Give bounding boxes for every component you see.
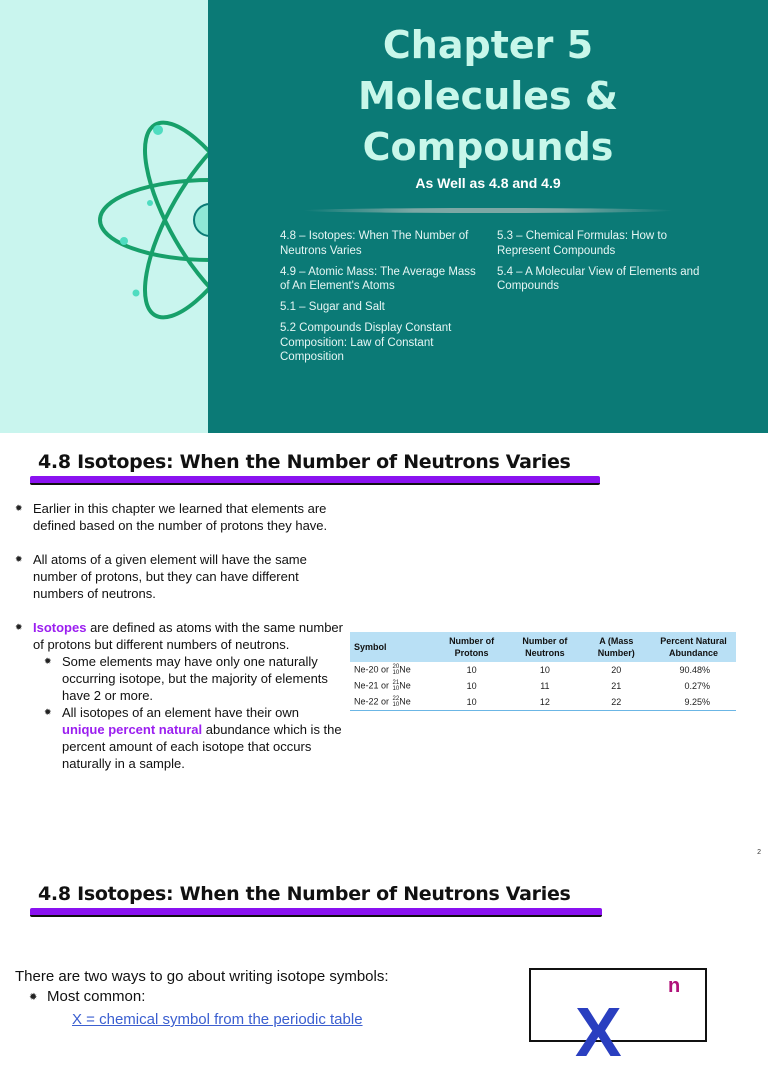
sub-bullet-text: All isotopes of an element have their own <box>62 705 300 720</box>
table-row <box>350 678 736 694</box>
title-slide <box>0 0 768 433</box>
page-number: 2 <box>757 849 761 856</box>
bullet-text: All atoms of a given element will have the same number of protons, but they can have different numbers of neutrons. <box>33 552 307 601</box>
sub-bullet-item <box>15 987 389 1007</box>
toc-item: 4.9 – Atomic Mass: The Average Mass of An Element's Atoms <box>280 265 476 292</box>
element-symbol: Ne <box>399 664 411 675</box>
sub-bullet-text: Some elements may have only one naturally occurring isotope, but the majority of elements have 2 or more. <box>62 654 328 703</box>
symbol-cell <box>350 694 435 711</box>
sub-bullet-item <box>33 653 344 704</box>
slide-subtitle: As Well as 4.8 and 4.9 <box>415 175 561 191</box>
superscript-n: n <box>668 975 681 997</box>
heading-underline-bar <box>30 908 602 917</box>
abundance-cell: 90.48% <box>679 664 710 675</box>
protons-cell: 10 <box>435 694 508 711</box>
title-panel <box>208 0 768 433</box>
abundance-cell: 0.27% <box>684 680 710 691</box>
heading-underline-bar <box>30 476 600 485</box>
element-symbol: Ne <box>399 696 411 707</box>
mass-number: 22 <box>392 696 400 702</box>
atomic-number: 10 <box>392 702 400 708</box>
neutrons-cell: 10 <box>539 664 550 675</box>
title-divider <box>303 208 673 213</box>
title-line-2: Molecules & <box>357 74 619 118</box>
symbol-name: Ne-21 or <box>354 680 390 691</box>
toc-item: 5.4 – A Molecular View of Elements and Compounds <box>497 265 700 292</box>
symbol-name: Ne-22 or <box>354 696 390 707</box>
mass-cell: 20 <box>611 664 622 675</box>
neutrons-cell: 11 <box>540 680 550 691</box>
bullet-list <box>14 500 344 772</box>
toc-column-1 <box>280 229 485 371</box>
symbol-cell <box>350 678 435 694</box>
symbol-cell <box>350 662 435 678</box>
mass-cell: 21 <box>611 680 622 691</box>
isotope-symbol-intro <box>15 967 389 1007</box>
abundance-cell: 9.25% <box>651 694 736 711</box>
slide-heading: 4.8 Isotopes: When the Number of Neutrons Varies <box>38 451 571 473</box>
toc-item: 5.2 Compounds Display Constant Composition: Law of Constant Composition <box>280 322 452 363</box>
toc-item: 4.8 – Isotopes: When The Number of Neutrons Varies <box>280 230 469 257</box>
table-header-row <box>350 632 736 662</box>
column-header: Number of Protons <box>435 632 508 662</box>
title-line-1: Chapter 5 <box>382 23 594 67</box>
atomic-number: 10 <box>392 686 400 692</box>
column-header: A (Mass Number) <box>582 632 651 662</box>
isotope-symbol-diagram <box>529 968 707 1071</box>
toc-item: 5.1 – Sugar and Salt <box>280 301 385 313</box>
isotopes-term: Isotopes <box>33 620 87 635</box>
isotopes-slide <box>0 433 768 858</box>
sub-bullet-item <box>33 704 344 772</box>
isotope-symbols-slide <box>0 858 768 1071</box>
slide-heading: 4.8 Isotopes: When the Number of Neutrons Varies <box>38 883 571 905</box>
title-line-3: Compounds <box>362 125 614 169</box>
table-row <box>350 662 736 678</box>
slide-title <box>208 20 768 173</box>
bullet-item <box>14 500 344 534</box>
abundance-term: unique percent natural <box>62 722 203 737</box>
column-header: Number of Neutrons <box>508 632 581 662</box>
mass-number: 20 <box>392 664 400 670</box>
definition-text: X = chemical symbol from the periodic table <box>72 1011 363 1028</box>
element-symbol: Ne <box>399 680 411 691</box>
element-symbol-x: X <box>575 993 622 1071</box>
protons-cell: 10 <box>466 664 477 675</box>
column-header: Percent Natural Abundance <box>651 632 736 662</box>
toc-item: 5.3 – Chemical Formulas: How to Represent Compounds <box>497 230 668 257</box>
column-header: Symbol <box>350 632 435 662</box>
mass-cell: 22 <box>582 694 651 711</box>
neutrons-cell: 12 <box>508 694 581 711</box>
mass-number: 21 <box>392 680 400 686</box>
table-row <box>350 694 736 711</box>
bullet-item <box>14 619 344 653</box>
atomic-number: 10 <box>392 670 400 676</box>
sub-bullet-text: abundance which is the percent amount of each isotope that occurs naturally in a sample. <box>62 722 342 771</box>
symbol-name: Ne-20 or <box>354 664 390 675</box>
sub-bullet-text: Most common: <box>47 988 146 1005</box>
toc-column-2 <box>497 229 702 300</box>
intro-text: There are two ways to go about writing isotope symbols: <box>15 968 389 985</box>
protons-cell: 10 <box>466 680 477 691</box>
isotope-table <box>350 632 736 711</box>
bullet-text: Earlier in this chapter we learned that elements are defined based on the number of protons they have. <box>33 501 328 533</box>
bullet-text: are defined as atoms with the same number of protons but different numbers of neutrons. <box>33 620 343 652</box>
bullet-item <box>14 551 344 602</box>
